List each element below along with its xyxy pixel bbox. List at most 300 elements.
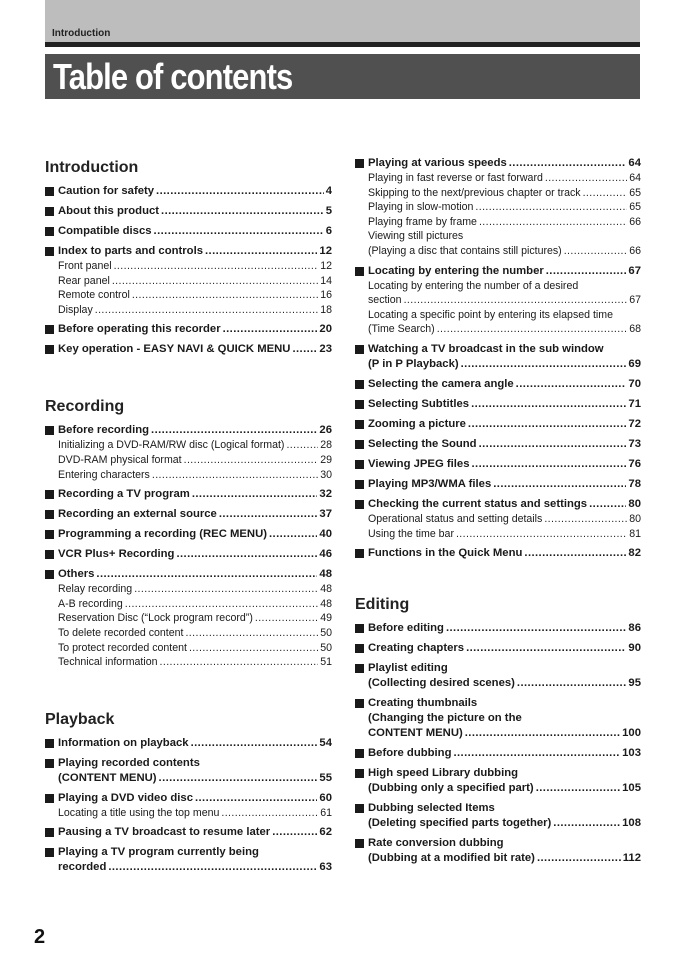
entry-text	[368, 200, 641, 215]
toc-entry[interactable]	[355, 397, 641, 412]
entry-label: recorded	[58, 861, 107, 874]
entry-text	[368, 308, 641, 337]
entry-row	[58, 487, 332, 502]
entry-row	[58, 626, 332, 641]
page-ref: 60	[319, 791, 332, 804]
toc-entry[interactable]	[355, 342, 641, 372]
entry-text	[58, 303, 332, 318]
square-bullet-icon	[355, 549, 364, 558]
entry-text	[368, 156, 641, 171]
entry-text	[368, 417, 641, 432]
page-ref: 28	[320, 439, 332, 452]
square-bullet-icon	[45, 325, 54, 334]
square-bullet-icon	[45, 759, 54, 768]
entry-label: Information on playback	[58, 736, 189, 749]
entry-row	[58, 244, 332, 259]
page-ref: 64	[629, 172, 641, 184]
page-ref: 12	[320, 260, 332, 272]
toc-entry[interactable]	[45, 567, 332, 582]
entry-text	[368, 546, 641, 561]
toc-entry[interactable]	[355, 156, 641, 171]
entry-label: Playing at various speeds	[368, 157, 507, 169]
leader-dots	[176, 547, 317, 562]
toc-entry[interactable]	[355, 766, 641, 796]
square-bullet-icon	[355, 749, 364, 758]
toc-entry[interactable]	[355, 264, 641, 279]
page-ref: 112	[622, 852, 641, 865]
entry-text	[58, 655, 332, 670]
entry-row	[58, 825, 332, 840]
toc-entry[interactable]	[45, 791, 332, 806]
toc-entry[interactable]	[45, 224, 332, 239]
page-ref: 29	[320, 453, 332, 466]
leader-dots	[219, 507, 318, 522]
toc-entry[interactable]	[45, 322, 332, 337]
entry-row	[58, 453, 332, 468]
toc-entry[interactable]	[355, 457, 641, 472]
entry-row	[368, 357, 641, 372]
page-title: Table of contents	[53, 56, 293, 97]
entry-label: Recording a TV program	[58, 488, 190, 501]
leader-dots	[195, 791, 317, 806]
entry-label: A-B recording	[58, 597, 123, 610]
toc-subentry[interactable]	[368, 527, 641, 542]
entry-text	[368, 186, 641, 201]
leader-dots	[185, 626, 318, 641]
entry-text	[58, 756, 332, 786]
leader-dots	[544, 512, 627, 527]
page-ref: 66	[629, 244, 641, 257]
toc-entry[interactable]	[45, 507, 332, 522]
entry-row	[368, 641, 641, 656]
toc-entry[interactable]	[355, 437, 641, 452]
entry-text	[58, 224, 332, 239]
leader-dots	[96, 567, 317, 582]
leader-dots	[536, 781, 620, 796]
toc-subentry[interactable]	[58, 438, 332, 453]
page-ref: 16	[320, 289, 332, 302]
leader-dots	[446, 621, 626, 636]
section-heading: Playback	[45, 710, 115, 728]
leader-dots	[456, 527, 627, 542]
entry-label-line: Viewing still pictures	[368, 230, 464, 243]
page-ref: 20	[319, 323, 332, 336]
toc-entry[interactable]	[45, 527, 332, 542]
toc-subentry[interactable]	[368, 229, 641, 258]
entry-row	[58, 507, 332, 522]
entry-label: Reservation Disc (“Lock program record”)	[58, 612, 253, 625]
entry-text	[58, 626, 332, 641]
entry-label: Zooming a picture	[368, 417, 466, 430]
entry-label: Front panel	[58, 260, 112, 272]
toc-subentry[interactable]	[368, 171, 641, 186]
entry-row	[58, 527, 332, 542]
toc-subentry[interactable]	[58, 259, 332, 274]
entry-row	[58, 611, 332, 626]
page-ref: 68	[629, 323, 641, 336]
toc-subentry[interactable]	[58, 611, 332, 626]
entry-text	[58, 184, 332, 199]
entry-text	[58, 736, 332, 751]
entry-text	[368, 836, 641, 866]
section-heading: Introduction	[45, 159, 139, 176]
entry-row	[368, 200, 641, 215]
entry-label: Locating a title using the top menu	[58, 806, 220, 819]
square-bullet-icon	[45, 227, 54, 236]
leader-dots	[292, 342, 317, 357]
entry-text	[368, 641, 641, 656]
square-bullet-icon	[45, 530, 54, 539]
entry-row	[368, 437, 641, 452]
entry-label: Playing MP3/WMA files	[368, 477, 492, 490]
page-ref: 51	[320, 656, 332, 669]
square-bullet-icon	[355, 769, 364, 778]
toc-subentry[interactable]	[368, 200, 641, 215]
entry-row	[368, 816, 641, 831]
entry-row	[368, 546, 641, 561]
entry-text	[368, 527, 641, 542]
toc-subentry[interactable]	[58, 597, 332, 612]
toc-entry[interactable]	[355, 746, 641, 761]
entry-row	[368, 512, 641, 527]
entry-row	[58, 288, 332, 303]
section-heading: Recording	[45, 398, 125, 416]
page-ref: 46	[319, 548, 332, 561]
entry-text	[368, 171, 641, 186]
toc-entry[interactable]	[355, 477, 641, 492]
toc-subentry[interactable]	[58, 468, 332, 483]
entry-row	[58, 438, 332, 453]
leader-dots	[471, 397, 626, 412]
square-bullet-icon	[45, 510, 54, 519]
entry-row	[58, 597, 332, 612]
entry-label-line: Playing a TV program currently being	[58, 846, 259, 859]
leader-dots	[466, 641, 626, 656]
page-ref: 48	[320, 583, 332, 596]
leader-dots	[453, 746, 620, 761]
toc-entry[interactable]	[45, 736, 332, 751]
square-bullet-icon	[355, 804, 364, 813]
entry-label: Before operating this recorder	[58, 323, 221, 336]
entry-label: Creating chapters	[368, 642, 465, 655]
toc-entry[interactable]	[45, 487, 332, 502]
entry-text	[368, 377, 641, 392]
square-bullet-icon	[45, 794, 54, 803]
toc-entry[interactable]	[355, 696, 641, 741]
leader-dots	[154, 224, 324, 239]
leader-dots	[516, 377, 627, 392]
toc-entry[interactable]	[355, 801, 641, 831]
toc-entry[interactable]	[45, 756, 332, 786]
entry-row	[58, 860, 332, 875]
entry-text	[368, 497, 641, 512]
toc-entry[interactable]	[355, 836, 641, 866]
entry-label: (Time Search)	[368, 323, 435, 336]
leader-dots	[192, 487, 318, 502]
entry-label-line: (Changing the picture on the	[368, 712, 522, 725]
entry-text	[368, 342, 641, 372]
page-ref: 12	[319, 245, 332, 257]
page-ref: 48	[319, 568, 332, 581]
entry-label: Locating by entering the number	[368, 264, 544, 277]
page-ref: 23	[319, 343, 332, 356]
toc-entry[interactable]	[45, 342, 332, 357]
entry-text	[58, 423, 332, 438]
leader-dots	[134, 582, 318, 597]
entry-row	[58, 204, 332, 219]
square-bullet-icon	[45, 490, 54, 499]
page-ref: 62	[319, 826, 332, 839]
entry-row	[368, 377, 641, 392]
entry-label: Skipping to the next/previous chapter or track	[368, 186, 581, 199]
left-column	[45, 158, 332, 875]
square-bullet-icon	[355, 460, 364, 469]
page-ref: 82	[628, 547, 641, 560]
square-bullet-icon	[355, 480, 364, 489]
entry-label: (Dubbing only a specified part)	[368, 782, 534, 795]
entry-label: Relay recording	[58, 583, 133, 596]
page-ref: 100	[622, 727, 641, 740]
entry-label-line: Locating by entering the number of a desired	[368, 279, 579, 292]
leader-dots	[223, 322, 318, 337]
entry-label: Entering characters	[58, 468, 150, 481]
leader-dots	[437, 322, 627, 337]
entry-label-line: Creating thumbnails	[368, 697, 478, 710]
header-rule	[45, 42, 640, 47]
leader-dots	[255, 611, 318, 626]
toc-entry[interactable]	[45, 423, 332, 438]
entry-text	[58, 845, 332, 875]
entry-label: Recording an external source	[58, 508, 217, 521]
leader-dots	[159, 771, 318, 786]
toc-entry[interactable]	[355, 661, 641, 691]
entry-label-line: Playlist editing	[368, 662, 448, 675]
toc-entry[interactable]	[355, 621, 641, 636]
entry-text	[368, 397, 641, 412]
entry-text	[58, 244, 332, 259]
entry-label: Others	[58, 568, 95, 581]
leader-dots	[156, 184, 324, 199]
entry-label: (Collecting desired scenes)	[368, 677, 515, 690]
toc-section	[355, 595, 641, 866]
page-ref: 50	[320, 641, 332, 654]
title-bar	[45, 54, 640, 99]
entry-label: (Dubbing at a modified bit rate)	[368, 852, 535, 865]
leader-dots	[524, 546, 626, 561]
entry-row	[368, 457, 641, 472]
leader-dots	[583, 186, 628, 201]
entry-text	[58, 487, 332, 502]
entry-row	[368, 215, 641, 230]
toc-subentry[interactable]	[368, 308, 641, 337]
square-bullet-icon	[355, 345, 364, 354]
entry-row	[368, 244, 641, 259]
entry-row	[58, 274, 332, 289]
entry-row	[58, 468, 332, 483]
entry-label: To protect recorded content	[58, 641, 187, 654]
entry-row	[58, 655, 332, 670]
entry-row	[368, 156, 641, 171]
entry-text	[58, 597, 332, 612]
leader-dots	[221, 806, 318, 821]
entry-label: Compatible discs	[58, 225, 152, 237]
entry-label: Before dubbing	[368, 747, 452, 760]
entry-text	[58, 342, 332, 357]
page-ref: 78	[628, 477, 641, 490]
toc-subentry[interactable]	[58, 303, 332, 318]
entry-text	[58, 641, 332, 656]
entry-row	[368, 477, 641, 492]
entry-row	[58, 641, 332, 656]
entry-label: CONTENT MENU)	[368, 727, 463, 740]
toc-subentry[interactable]	[58, 582, 332, 597]
page-ref: 67	[629, 294, 641, 307]
page-ref: 90	[628, 642, 641, 655]
square-bullet-icon	[355, 159, 364, 168]
page-ref: 105	[622, 782, 641, 795]
square-bullet-icon	[45, 739, 54, 748]
entry-text	[58, 527, 332, 542]
toc-subentry[interactable]	[58, 274, 332, 289]
entry-row	[368, 497, 641, 512]
entry-label: Selecting the Sound	[368, 437, 477, 450]
entry-text	[58, 322, 332, 337]
toc-subentry[interactable]	[368, 186, 641, 201]
entry-text	[58, 611, 332, 626]
entry-row	[58, 567, 332, 582]
entry-row	[368, 746, 641, 761]
page-ref: 32	[319, 488, 332, 501]
entry-text	[368, 696, 641, 741]
entry-text	[368, 766, 641, 796]
toc-entry[interactable]	[355, 497, 641, 512]
toc-subentry[interactable]	[58, 655, 332, 670]
toc-entry[interactable]	[45, 845, 332, 875]
leader-dots	[465, 726, 620, 741]
entry-label: section	[368, 294, 402, 307]
page-ref: 103	[622, 747, 641, 760]
page-ref: 40	[319, 528, 332, 541]
entry-text	[58, 791, 332, 806]
toc-section	[45, 158, 332, 357]
leader-dots	[564, 244, 627, 259]
entry-text	[368, 457, 641, 472]
toc-subentry[interactable]	[58, 453, 332, 468]
entry-text	[58, 288, 332, 303]
toc-subentry[interactable]	[368, 279, 641, 308]
leader-dots	[95, 303, 318, 318]
entry-text	[58, 274, 332, 289]
entry-label: Before editing	[368, 622, 444, 635]
page-ref: 55	[319, 771, 332, 784]
leader-dots	[108, 860, 317, 875]
entry-row	[58, 771, 332, 786]
leader-dots	[468, 417, 627, 432]
page-ref: 76	[628, 457, 641, 470]
page-ref: 49	[320, 612, 332, 625]
leader-dots	[125, 597, 318, 612]
entry-label: Selecting the camera angle	[368, 377, 514, 390]
leader-dots	[546, 264, 627, 279]
leader-dots	[161, 204, 324, 219]
entry-label: Before recording	[58, 424, 150, 437]
entry-label: Technical information	[58, 656, 158, 669]
toc-entry[interactable]	[45, 547, 332, 562]
entry-row	[58, 224, 332, 239]
entry-text	[58, 438, 332, 453]
page-ref: 108	[622, 817, 641, 830]
entry-label: Checking the current status and settings	[368, 497, 588, 510]
square-bullet-icon	[45, 247, 54, 256]
toc-entry[interactable]	[355, 641, 641, 656]
toc-subentry[interactable]	[368, 215, 641, 230]
square-bullet-icon	[355, 420, 364, 429]
leader-dots	[553, 816, 620, 831]
entry-text	[58, 825, 332, 840]
leader-dots	[112, 274, 318, 289]
entry-row	[58, 736, 332, 751]
leader-dots	[152, 468, 318, 483]
entry-text	[368, 621, 641, 636]
toc-entry[interactable]	[45, 204, 332, 219]
leader-dots	[589, 497, 626, 512]
page-ref: 80	[629, 512, 641, 525]
square-bullet-icon	[45, 550, 54, 559]
page-ref: 30	[320, 468, 332, 481]
toc-entry[interactable]	[355, 546, 641, 561]
square-bullet-icon	[355, 400, 364, 409]
toc-subentry[interactable]	[58, 626, 332, 641]
entry-label: Index to parts and controls	[58, 245, 203, 257]
page-ref: 26	[319, 424, 332, 437]
entry-row	[368, 781, 641, 796]
toc-entry[interactable]	[355, 377, 641, 392]
entry-text	[58, 547, 332, 562]
page-ref: 72	[628, 417, 641, 430]
toc-entry[interactable]	[45, 184, 332, 199]
leader-dots	[189, 641, 318, 656]
entry-label: To delete recorded content	[58, 626, 184, 639]
toc-subentry[interactable]	[58, 641, 332, 656]
entry-text	[368, 229, 641, 258]
toc-subentry[interactable]	[368, 512, 641, 527]
toc-entry[interactable]	[45, 825, 332, 840]
entry-label: VCR Plus+ Recording	[58, 548, 175, 561]
square-bullet-icon	[45, 570, 54, 579]
toc-entry[interactable]	[45, 244, 332, 259]
page-ref: 70	[628, 377, 641, 390]
page-ref: 50	[320, 626, 332, 639]
page-ref: 71	[628, 397, 641, 410]
page-ref: 65	[629, 186, 641, 199]
toc-entry[interactable]	[355, 417, 641, 432]
toc-section	[355, 156, 641, 561]
page-ref: 81	[629, 527, 641, 540]
entry-text	[368, 279, 641, 308]
entry-text	[368, 477, 641, 492]
right-column	[355, 156, 641, 866]
leader-dots	[132, 288, 318, 303]
page-ref: 64	[628, 157, 641, 169]
toc-subentry[interactable]	[58, 806, 332, 821]
entry-row	[368, 186, 641, 201]
entry-label-line: Locating a specific point by entering its elapsed time	[368, 308, 613, 321]
toc-subentry[interactable]	[58, 288, 332, 303]
entry-row	[368, 527, 641, 542]
entry-row	[58, 423, 332, 438]
page-ref: 66	[629, 215, 641, 228]
entry-row	[58, 547, 332, 562]
